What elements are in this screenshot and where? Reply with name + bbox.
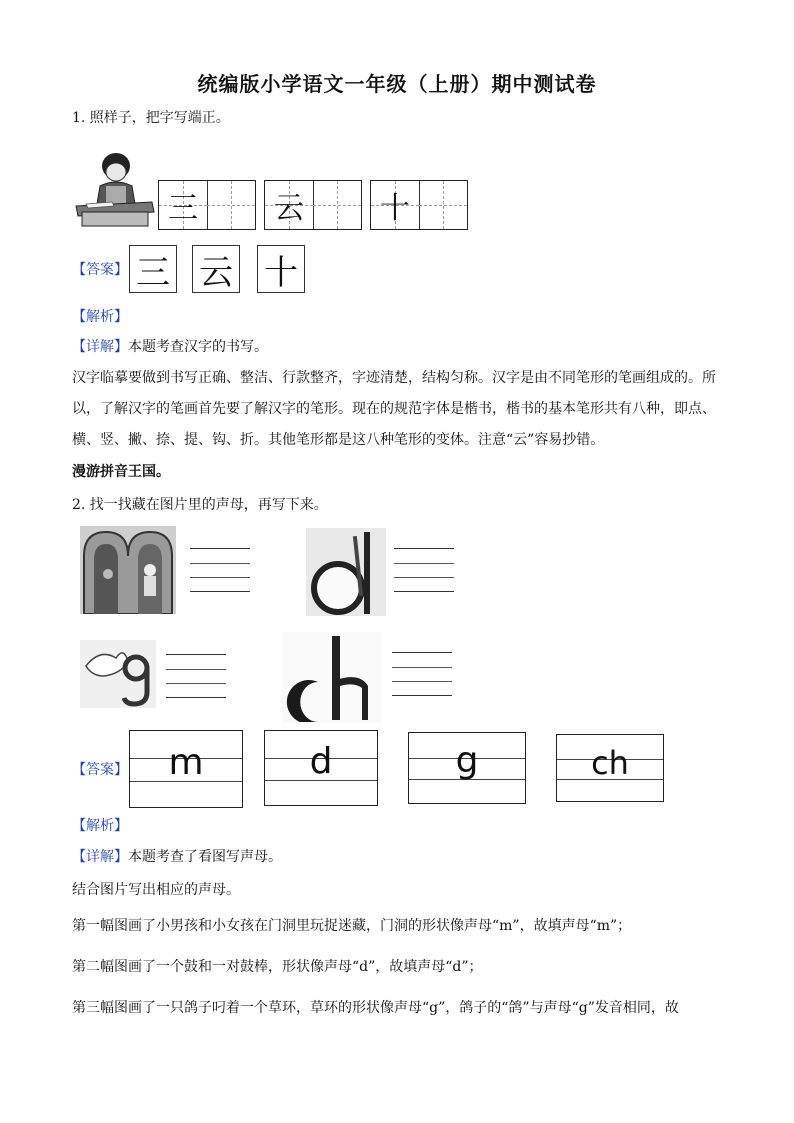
q1-paragraph: 汉字临摹要做到书写正确、整洁、行款整齐，字迹清楚，结构匀称。汉字是由不同笔形的笔画组成的。所以，了解汉字的笔画首先要了解汉字的笔形。现在的规范字体是楷书，楷书的基本笔形共有八种，即点、横、竖、撇、捺、提、钩、折。其他笔形都是这八种笔形的变体。注意“云”容易抄错。 [72,370,716,448]
blank-cell[interactable] [207,181,255,229]
q2-line-1: 结合图片写出相应的声母。 [72,882,240,898]
q2-answer-tag: 【答案】 [72,762,128,778]
boy-writing-illustration [72,150,156,232]
q1-answer-tag: 【答案】 [72,262,128,278]
pigeon-with-grass-ring-picture [80,640,156,708]
answer-pinyin: m [168,742,204,784]
answer-char-box [129,245,177,293]
writing-grid-3 [370,180,468,230]
pinyin-grid[interactable] [392,652,452,696]
doorway-hide-and-seek-picture [80,526,176,614]
answer-char: 云 [199,252,233,293]
answer-pinyin-grid [264,730,378,806]
sample-char: 十 [380,191,410,226]
pinyin-grid[interactable] [190,548,250,592]
answer-char: 三 [136,252,170,293]
answer-char-box [257,245,305,293]
answer-pinyin-grid [408,732,526,804]
pinyin-grid[interactable] [394,548,454,592]
page-title: 统编版小学语文一年级（上册）期中测试卷 [197,72,597,96]
detail-text: 本题考查了看图写声母。 [128,849,282,865]
answer-char: 十 [264,252,298,293]
q2-line-3: 第二幅图画了一个鼓和一对鼓棒，形状像声母“d”，故填声母“d”； [72,959,483,975]
sample-char: 云 [274,191,304,226]
answer-pinyin: ch [591,743,629,782]
detail-tag: 【详解】 [72,339,128,355]
detail-tag: 【详解】 [72,849,128,865]
blank-cell[interactable] [419,181,467,229]
q1-analysis-tag: 【解析】 [72,309,128,325]
answer-char-box [192,245,240,293]
sample-char: 三 [168,191,198,226]
answer-pinyin-grid [129,730,243,808]
detail-text: 本题考查汉字的书写。 [128,339,268,355]
pinyin-grid[interactable] [166,654,226,698]
q1-prompt: 1. 照样子，把字写端正。 [72,110,230,126]
answer-pinyin: d [309,740,333,782]
writing-grid-1 [158,180,256,230]
q2-prompt: 2. 找一找藏在图片里的声母，再写下来。 [72,497,328,513]
q2-line-2: 第一幅图画了小男孩和小女孩在门洞里玩捉迷藏，门洞的形状像声母“m”，故填声母“m”； [72,918,632,934]
moon-and-chair-picture [282,632,382,722]
section-heading: 漫游拼音王国。 [72,464,170,480]
blank-cell[interactable] [313,181,361,229]
q2-line-4: 第三幅图画了一只鸽子叼着一个草环，草环的形状像声母“g”，鸽子的“鸽”与声母“g”发音相同，故 [72,1000,679,1016]
writing-grid-2 [264,180,362,230]
q2-detail [72,847,282,867]
answer-pinyin: g [455,740,479,782]
drum-and-sticks-picture [306,528,386,616]
q2-analysis-tag: 【解析】 [72,818,128,834]
answer-pinyin-grid [556,734,664,802]
q1-detail [72,337,268,357]
